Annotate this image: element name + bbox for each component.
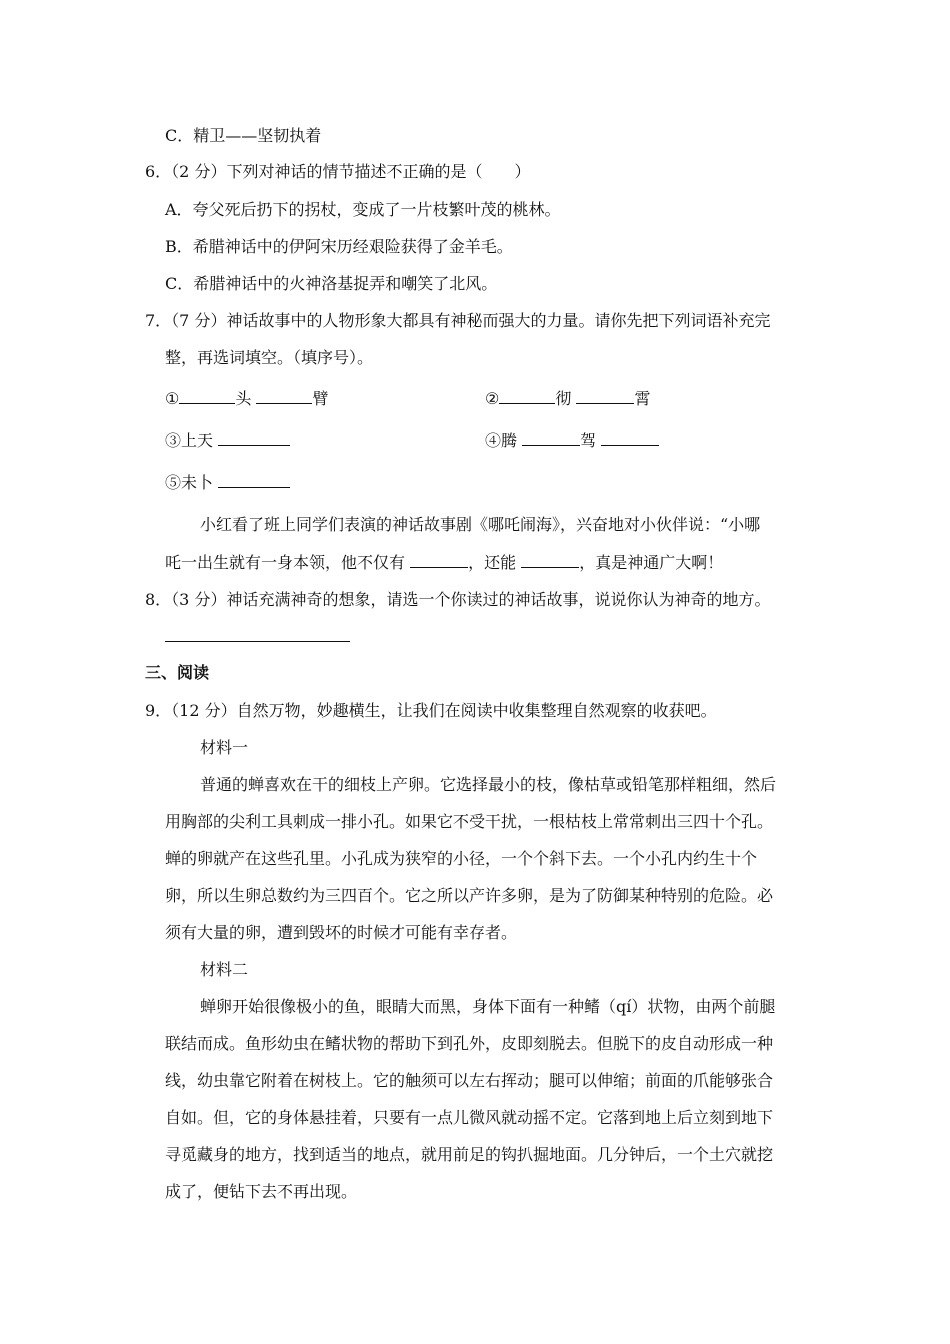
q7-item1-end: 臂 <box>312 389 329 408</box>
q7-item1-blank-b[interactable] <box>256 389 312 404</box>
q6-stem: 6．（2 分）下列对神话的情节描述不正确的是（ ） <box>145 162 531 181</box>
q9-material2-line: 成了，便钻下去不再出现。 <box>165 1182 358 1201</box>
q9-material1-line: 蝉的卵就产在这些孔里。小孔成为狭窄的小径，一个个斜下去。一个小孔内约生十个 <box>165 849 758 868</box>
q7-item3-blank[interactable] <box>218 431 290 446</box>
q9-stem: 9．（12 分）自然万物，妙趣横生，让我们在阅读中收集整理自然观察的收获吧。 <box>145 701 717 720</box>
q7-item1-blank-a[interactable] <box>179 389 235 404</box>
q9-material1-line: 普通的蝉喜欢在干的细枝上产卵。它选择最小的枝，像枯草或铅笔那样粗细，然后 <box>200 775 777 794</box>
q7-stem-line1: 7．（7 分）神话故事中的人物形象大都具有神秘而强大的力量。请你先把下列词语补充完 <box>145 311 771 330</box>
q9-material1-line: 须有大量的卵，遭到毁坏的时候才可能有幸存者。 <box>165 923 518 942</box>
q7-paragraph-line2 <box>165 553 723 573</box>
q7-item-3 <box>165 431 290 451</box>
q8-answer-line[interactable] <box>165 641 350 642</box>
q7-item3-prefix: ③上天 <box>165 431 214 450</box>
q5-option-c: C．精卫——坚韧执着 <box>165 126 322 145</box>
q7-item1-mid: 头 <box>235 389 252 408</box>
q7-item2-prefix: ② <box>485 389 500 408</box>
q9-material1-title: 材料一 <box>200 738 249 757</box>
q7-item-1 <box>165 389 328 409</box>
q7-item5-blank[interactable] <box>218 473 290 488</box>
q7-item-5 <box>165 473 290 493</box>
q7-item4-blank-b[interactable] <box>601 431 659 446</box>
q7-para-part-b: ，还能 <box>468 553 517 572</box>
q7-item-4 <box>485 431 659 451</box>
q9-material2-line: 线，幼虫靠它附着在树枝上。它的触须可以左右挥动；腿可以伸缩；前面的爪能够张合 <box>165 1071 774 1090</box>
q8-stem: 8．（3 分）神话充满神奇的想象，请选一个你读过的神话故事，说说你认为神奇的地方。 <box>145 590 771 609</box>
q7-item4-blank-a[interactable] <box>522 431 580 446</box>
q7-item2-blank-b[interactable] <box>576 389 634 404</box>
q9-material2-title: 材料二 <box>200 960 249 979</box>
q7-para-blank-2[interactable] <box>521 553 579 568</box>
q7-item2-end: 霄 <box>634 389 651 408</box>
q7-paragraph-line1: 小红看了班上同学们表演的神话故事剧《哪吒闹海》，兴奋地对小伙伴说：“小哪 <box>200 515 761 534</box>
q7-stem-line2: 整，再选词填空。（填序号）。 <box>165 348 374 367</box>
q9-material1-line: 用胸部的尖利工具刺成一排小孔。如果它不受干扰，一根枯枝上常常刺出三四十个孔。 <box>165 812 774 831</box>
q7-item4-prefix: ④腾 <box>485 431 518 450</box>
q6-option-a: A．夸父死后扔下的拐杖，变成了一片枝繁叶茂的桃林。 <box>165 200 561 219</box>
q7-para-part-a: 吒一出生就有一身本领，他不仅有 <box>165 553 406 572</box>
q7-para-blank-1[interactable] <box>410 553 468 568</box>
q9-material1-line: 卵，所以生卵总数约为三四百个。它之所以产许多卵，是为了防御某种特别的危险。必 <box>165 886 774 905</box>
q9-material2-line: 联结而成。鱼形幼虫在鳍状物的帮助下到孔外，皮即刻脱去。但脱下的皮自动形成一种 <box>165 1034 774 1053</box>
q7-item2-mid: 彻 <box>555 389 572 408</box>
q9-material2-line: 蝉卵开始很像极小的鱼，眼睛大而黑，身体下面有一种鳍（qí）状物，由两个前腿 <box>200 997 776 1016</box>
q7-item-2 <box>485 389 650 409</box>
q9-material2-line: 自如。但，它的身体悬挂着，只要有一点儿微风就动摇不定。它落到地上后立刻到地下 <box>165 1108 774 1127</box>
q6-option-b: B．希腊神话中的伊阿宋历经艰险获得了金羊毛。 <box>165 237 513 256</box>
q7-para-part-c: ，真是神通广大啊！ <box>579 553 724 572</box>
q7-item5-prefix: ⑤未卜 <box>165 473 214 492</box>
q7-item4-mid: 驾 <box>580 431 597 450</box>
q9-material2-line: 寻觅藏身的地方，找到适当的地点，就用前足的钩扒掘地面。几分钟后，一个土穴就挖 <box>165 1145 774 1164</box>
q7-item1-prefix: ① <box>165 389 180 408</box>
section3-title: 三、阅读 <box>145 663 210 682</box>
q7-item2-blank-a[interactable] <box>499 389 555 404</box>
q6-option-c: C．希腊神话中的火神洛基捉弄和嘲笑了北风。 <box>165 274 498 293</box>
